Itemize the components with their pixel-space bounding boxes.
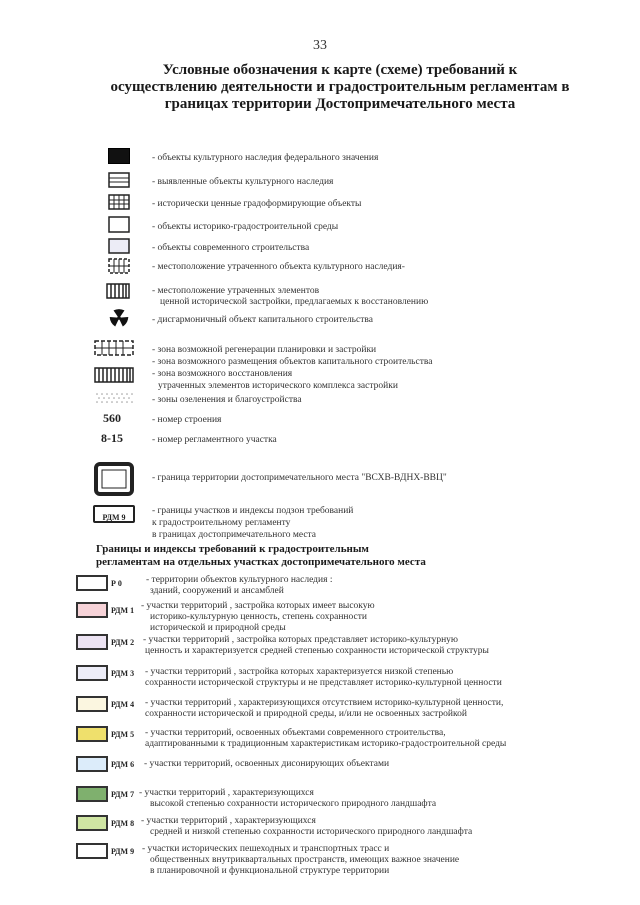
zone-description-line: общественных внутриквартальных пространств, имеющих важное значение [150, 855, 460, 865]
title-line-2: осуществлению деятельности и градостроительным регламентам в [110, 79, 570, 95]
zone-code: РДМ 5 [111, 730, 135, 739]
zone-code: РДМ 8 [111, 819, 135, 828]
zone-swatch [76, 602, 108, 618]
zone-code: РДМ 1 [111, 606, 135, 615]
zone-code: РДМ 6 [111, 760, 135, 769]
zone-code: РДМ 7 [111, 790, 135, 799]
zone-description-line: в планировочной и функциональной структуре территории [150, 866, 390, 876]
zone-code: Р 0 [111, 579, 122, 588]
legend-disharmonious: - дисгармоничный объект капитального строительства [152, 315, 373, 325]
page-title [100, 62, 580, 113]
zone-swatch [76, 726, 108, 742]
zone-description-line: зданий, сооружений и ансамблей [150, 586, 284, 596]
zone-description-line: сохранности исторической и природной среды, и/или не освоенных застройкой [145, 709, 467, 719]
zone-description-line: высокой степенью сохранности исторического природного ландшафта [150, 799, 437, 809]
zone-description-line: - участки территорий , характеризующихся отсутствием историко-культурной ценности, [145, 698, 504, 708]
title-line-3: границах территории Достопримечательного места [164, 96, 516, 112]
legend-lost-object: - местоположение утраченного объекта культурного наследия- [152, 262, 405, 272]
legend-zone-greening: - зоны озеленения и благоустройства [152, 395, 302, 405]
zone-description-line: адаптированными к традиционным характеристикам историко-градостроительной среды [145, 739, 507, 749]
historic-environment-symbol [108, 216, 130, 233]
identified-object-symbol [108, 172, 130, 188]
zone-description-line: сохранности исторической структуры и не представляет историко-культурной ценности [145, 678, 502, 688]
legend-territory-border: - граница территории достопримечательного места "ВСХВ-ВДНХ-ВВЦ" [152, 473, 447, 483]
modern-construction-symbol [108, 238, 130, 254]
zone-description-line: - участки территорий , застройка которых представляет историко-культурную [143, 635, 459, 645]
legend-building-number: - номер строения [152, 415, 222, 425]
zone-description-line: - участки исторических пешеходных и транспортных трасс и [142, 844, 390, 854]
territory-border-symbol [94, 462, 134, 496]
zone-swatch [76, 696, 108, 712]
legend-section-borders-2: к градостроительному регламенту [152, 518, 291, 528]
zone-description-line: историко-культурную ценность, степень сохранности [150, 612, 367, 622]
legend-federal-objects: - объекты культурного наследия федерального значения [152, 153, 379, 163]
legend-section-borders-3: в границах достопримечательного места [152, 530, 317, 540]
zone-description-line: - территории объектов культурного наследия : [146, 575, 333, 585]
lost-elements-symbol [106, 283, 130, 299]
zone-swatch [76, 815, 108, 831]
zone-swatch [76, 665, 108, 681]
lost-object-symbol [108, 258, 130, 274]
zone-swatch [76, 634, 108, 650]
legend-section-number: - номер регламентного участка [152, 435, 277, 445]
zone-description-line: - участки территорий , характеризующихся [141, 816, 316, 826]
regeneration-zone-symbol [94, 340, 134, 356]
zone-description-line: - участки территорий, освоенных объектами современного строительства, [145, 728, 446, 738]
zone-swatch [76, 786, 108, 802]
zone-code: РДМ 2 [111, 638, 135, 647]
zone-description-line: исторической и природной среды [150, 623, 286, 633]
rdm-badge [93, 505, 135, 523]
zone-description-line: - участки территорий , застройка которых имеет высокую [141, 601, 375, 611]
legend-zone-restoration-2: утраченных элементов исторического комплекса застройки [158, 381, 398, 391]
legend-identified-objects: - выявленные объекты культурного наследия [152, 177, 334, 187]
zone-description-line: средней и низкой степенью сохранности исторического природного ландшафта [150, 827, 473, 837]
subtitle-line-2: регламентам на отдельных участках достопримечательного места [96, 556, 426, 568]
section-number-sample: 8-15 [101, 431, 123, 445]
legend-lost-elements-2: ценной исторической застройки, предлагаемых к восстановлению [160, 297, 429, 307]
greening-zone-symbol [94, 391, 134, 405]
zone-swatch [76, 575, 108, 591]
zone-description-line: - участки территорий , характеризующихся [139, 788, 314, 798]
legend-zone-placement: - зона возможного размещения объектов капитального строительства [152, 357, 433, 367]
legend-section-borders-1: - границы участков и индексы подзон требований [152, 506, 354, 516]
zone-swatch [76, 756, 108, 772]
zone-code: РДМ 3 [111, 669, 135, 678]
federal-object-symbol [108, 148, 130, 164]
historic-valuable-symbol [108, 194, 130, 210]
zone-swatch [76, 843, 108, 859]
legend-historic-valuable: - исторически ценные градоформирующие объекты [152, 199, 362, 209]
legend-zone-regeneration: - зона возможной регенерации планировки и застройки [152, 345, 377, 355]
zone-description-line: - участки территорий , застройка которых характеризуется низкой степенью [145, 667, 454, 677]
zone-description-line: ценность и характеризуется средней степенью сохранности исторической структуры [145, 646, 489, 656]
title-line-1: Условные обозначения к карте (схеме) требований к [162, 62, 518, 78]
page-number: 33 [313, 38, 327, 53]
legend-zone-restoration-1: - зона возможного восстановления [152, 369, 293, 379]
subtitle-line-1: Границы и индексы требований к градостроительным [96, 543, 369, 555]
radiation-icon [109, 308, 129, 328]
building-number-sample: 560 [103, 411, 121, 425]
legend-historic-environment: - объекты историко-градостроительной среды [152, 222, 339, 232]
zone-code: РДМ 9 [111, 847, 135, 856]
legend-lost-elements-1: - местоположение утраченных элементов [152, 286, 320, 296]
zone-code: РДМ 4 [111, 700, 135, 709]
restoration-zone-symbol [94, 367, 134, 383]
zone-description-line: - участки территорий, освоенных дисонирующих объектами [144, 759, 390, 769]
legend-modern-construction: - объекты современного строительства [152, 243, 310, 253]
rdm-badge-label: РДМ 9 [102, 513, 126, 522]
